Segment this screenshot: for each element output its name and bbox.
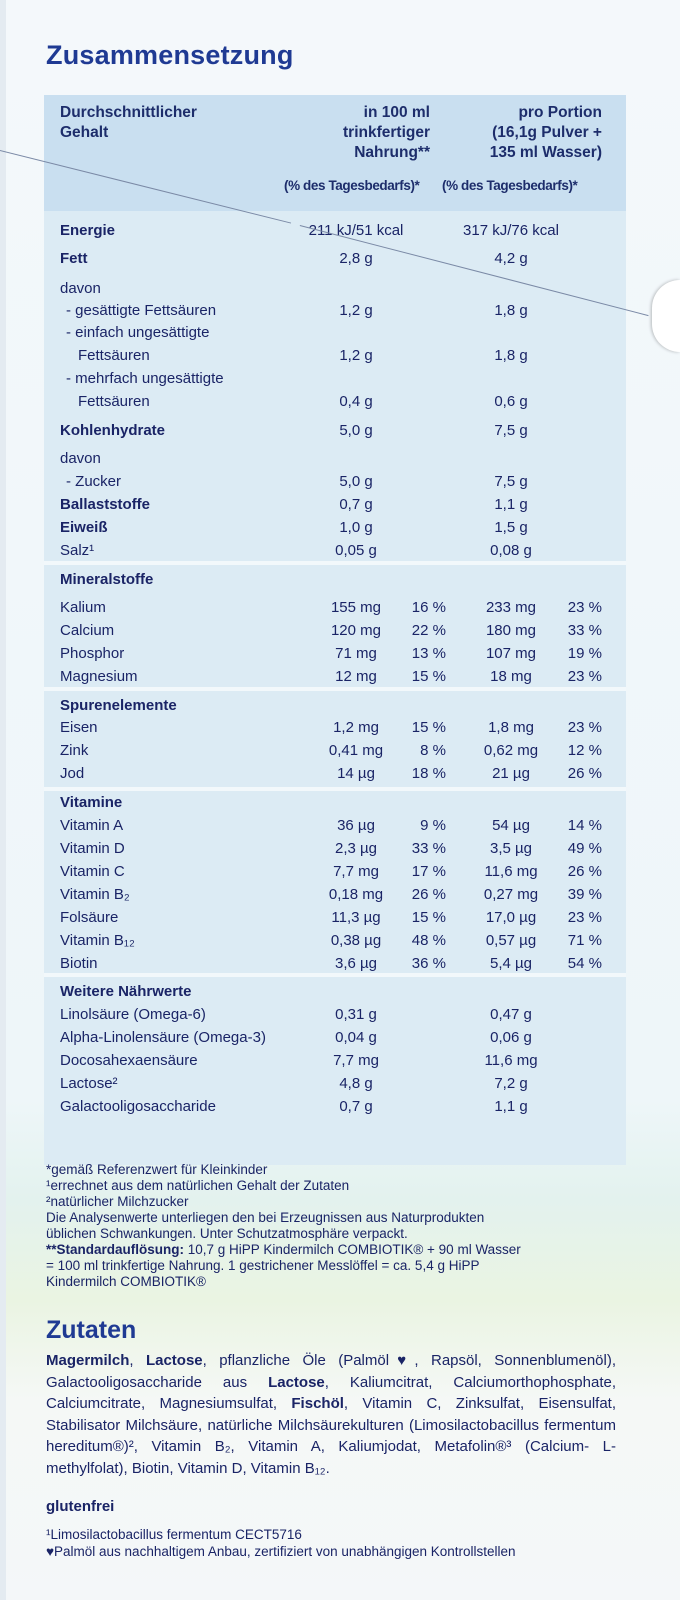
value-per-100ml: 0,4 g bbox=[339, 393, 373, 410]
footnotes bbox=[46, 1162, 606, 1290]
row-label: Biotin bbox=[60, 955, 98, 972]
row-label: Folsäure bbox=[60, 909, 119, 926]
value-per-100ml: 0,41 mg bbox=[328, 742, 384, 759]
percent-per-portion: 12 % bbox=[567, 742, 602, 759]
value-per-portion: 1,1 g bbox=[494, 1098, 528, 1115]
value-per-portion: 3,5 µg bbox=[489, 840, 532, 857]
percent-per-100ml: 15 % bbox=[411, 719, 446, 736]
value-per-100ml: 71 mg bbox=[335, 645, 377, 662]
percent-per-portion: 39 % bbox=[567, 886, 602, 903]
standard-solution-text: 10,7 g HiPP Kindermilch COMBIOTIK® + 90 ml Wasser bbox=[184, 1242, 521, 1257]
row-label: Spurenelemente bbox=[60, 697, 177, 714]
value-per-portion: 0,57 µg bbox=[485, 932, 537, 949]
value-per-100ml: 0,04 g bbox=[335, 1029, 377, 1046]
percent-per-100ml: 22 % bbox=[411, 622, 446, 639]
value-per-100ml: 0,05 g bbox=[335, 542, 377, 559]
row-label: Fett bbox=[60, 250, 88, 267]
value-per-portion: 0,47 g bbox=[490, 1006, 532, 1023]
row-label: davon bbox=[60, 280, 101, 297]
ingredients-footnote: ♥Palmöl aus nachhaltigem Anbau, zertifiziert von unabhängigen Kontrollstellen bbox=[46, 1544, 516, 1559]
ingredient-text: , bbox=[129, 1352, 146, 1369]
header-col-per-portion bbox=[490, 103, 602, 163]
ingredients-footnote: ¹Limosilactobacillus fermentum CECT5716 bbox=[46, 1527, 302, 1542]
value-per-portion: 1,8 g bbox=[494, 302, 528, 319]
row-label: Lactose² bbox=[60, 1075, 118, 1092]
value-per-portion: 1,8 mg bbox=[488, 719, 534, 736]
percent-per-100ml: 15 % bbox=[411, 668, 446, 685]
footnote-line: *gemäß Referenzwert für Kleinkinder bbox=[46, 1162, 268, 1177]
ingredient-text: , pflanzliche Öle (Palmöl♥, Rapsöl, Sonnenblumenöl), Galactooligosaccharide aus bbox=[46, 1352, 616, 1391]
percent-per-100ml: 26 % bbox=[411, 886, 446, 903]
percent-per-100ml: 9 % bbox=[420, 817, 446, 834]
percent-per-100ml: 16 % bbox=[411, 599, 446, 616]
row-label: Kalium bbox=[60, 599, 106, 616]
header-col-per-portion-line: (16,1g Pulver + bbox=[492, 124, 602, 141]
value-per-100ml: 3,6 µg bbox=[334, 955, 377, 972]
row-label: Ballaststoffe bbox=[60, 496, 151, 513]
value-per-100ml: 14 µg bbox=[337, 765, 375, 782]
row-label: - gesättigte Fettsäuren bbox=[66, 302, 217, 319]
row-label: Phosphor bbox=[60, 645, 125, 662]
percent-per-portion: 71 % bbox=[567, 932, 602, 949]
value-per-portion: 180 mg bbox=[485, 622, 537, 639]
value-per-100ml: 7,7 mg bbox=[333, 1052, 379, 1069]
value-per-portion: 7,5 g bbox=[494, 422, 528, 439]
row-label: Fettsäuren bbox=[78, 393, 150, 410]
header-col-per100ml-line: in 100 ml bbox=[363, 104, 430, 121]
section-divider bbox=[44, 973, 626, 977]
value-per-100ml: 0,38 µg bbox=[330, 932, 382, 949]
ingredients-footnotes bbox=[46, 1526, 516, 1560]
ingredient-highlight: Lactose bbox=[145, 1352, 203, 1369]
row-label: Galactooligosaccharide bbox=[60, 1098, 216, 1115]
row-label: Eiweiß bbox=[60, 519, 108, 536]
row-label: Linolsäure (Omega-6) bbox=[60, 1006, 206, 1023]
row-label: Weitere Nährwerte bbox=[60, 983, 192, 1000]
value-per-100ml: 0,18 mg bbox=[328, 886, 384, 903]
value-per-100ml: 1,2 mg bbox=[333, 719, 379, 736]
ingredient-text: , Kaliumcitrat, Calciumorthophosphate, Calciumcitrate, Magnesiumsulfat, bbox=[46, 1373, 616, 1412]
percent-per-100ml: 48 % bbox=[411, 932, 446, 949]
percent-per-portion: 23 % bbox=[567, 719, 602, 736]
footnote-line: Die Analysenwerte unterliegen den bei Erzeugnissen aus Naturprodukten bbox=[46, 1210, 485, 1225]
percent-per-portion: 23 % bbox=[567, 599, 602, 616]
section-divider bbox=[44, 687, 626, 691]
ingredient-highlight: Magermilch bbox=[46, 1352, 130, 1369]
value-per-portion: 317 kJ/76 kcal bbox=[463, 222, 559, 239]
value-per-100ml: 1,2 g bbox=[339, 302, 373, 319]
value-per-portion: 7,2 g bbox=[494, 1075, 528, 1092]
value-per-portion: 0,06 g bbox=[490, 1029, 532, 1046]
row-label: Energie bbox=[60, 222, 116, 239]
ingredient-highlight: Lactose bbox=[268, 1373, 325, 1391]
ingredients-title: Zutaten bbox=[46, 1316, 137, 1344]
package-tab bbox=[652, 280, 680, 352]
header-col-per100ml-line: trinkfertiger bbox=[343, 124, 430, 141]
header-col-per100ml bbox=[343, 103, 430, 163]
percent-per-100ml: 17 % bbox=[411, 863, 446, 880]
value-per-100ml: 0,7 g bbox=[339, 496, 373, 513]
row-label: - Zucker bbox=[66, 473, 122, 490]
ingredients-text bbox=[46, 1350, 616, 1479]
ingredient-highlight: Fischöl bbox=[291, 1395, 344, 1412]
row-label: Jod bbox=[60, 765, 85, 782]
header-pct-1: (% des Tagesbedarfs)* bbox=[284, 178, 420, 193]
percent-per-portion: 14 % bbox=[567, 817, 602, 834]
row-label: Mineralstoffe bbox=[60, 571, 154, 588]
percent-per-100ml: 33 % bbox=[411, 840, 446, 857]
row-label: - einfach ungesättigte bbox=[66, 324, 210, 341]
row-label: - mehrfach ungesättigte bbox=[66, 370, 224, 387]
value-per-portion: 1,1 g bbox=[494, 496, 528, 513]
value-per-portion: 21 µg bbox=[492, 765, 530, 782]
row-label: Kohlenhydrate bbox=[60, 422, 166, 439]
percent-per-100ml: 13 % bbox=[411, 645, 446, 662]
value-per-portion: 54 µg bbox=[492, 817, 530, 834]
value-per-100ml: 1,0 g bbox=[339, 519, 373, 536]
header-col-per-portion-line: 135 ml Wasser) bbox=[489, 144, 602, 161]
value-per-portion: 4,2 g bbox=[494, 250, 528, 267]
value-per-100ml: 155 mg bbox=[330, 599, 382, 616]
header-col-per-portion-line: pro Portion bbox=[518, 104, 602, 121]
value-per-100ml: 11,3 µg bbox=[331, 909, 381, 926]
value-per-portion: 11,6 mg bbox=[484, 1052, 538, 1069]
percent-per-portion: 23 % bbox=[567, 909, 602, 926]
row-label: Vitamin B₂ bbox=[60, 886, 130, 903]
row-label: Vitamin C bbox=[60, 863, 125, 880]
percent-per-portion: 49 % bbox=[567, 840, 602, 857]
row-label: Docosahexaensäure bbox=[60, 1052, 198, 1069]
gluten-free-label: glutenfrei bbox=[46, 1498, 115, 1515]
row-label: Salz¹ bbox=[60, 542, 95, 559]
section-divider bbox=[44, 787, 626, 791]
percent-per-portion: 19 % bbox=[567, 645, 602, 662]
value-per-portion: 233 mg bbox=[485, 599, 537, 616]
header-col-label-line: Gehalt bbox=[60, 124, 109, 141]
percent-per-portion: 33 % bbox=[567, 622, 602, 639]
value-per-portion: 18 mg bbox=[490, 668, 532, 685]
value-per-100ml: 12 mg bbox=[335, 668, 377, 685]
percent-per-100ml: 36 % bbox=[411, 955, 446, 972]
value-per-100ml: 1,2 g bbox=[339, 347, 373, 364]
row-label: davon bbox=[60, 450, 101, 467]
percent-per-portion: 23 % bbox=[567, 668, 602, 685]
value-per-100ml: 2,8 g bbox=[339, 250, 373, 267]
value-per-portion: 1,8 g bbox=[494, 347, 528, 364]
row-label: Alpha-Linolensäure (Omega-3) bbox=[60, 1029, 266, 1046]
percent-per-portion: 26 % bbox=[567, 765, 602, 782]
value-per-100ml: 2,3 µg bbox=[334, 840, 377, 857]
row-label: Fettsäuren bbox=[78, 347, 150, 364]
footnote-line: ¹errechnet aus dem natürlichen Gehalt der Zutaten bbox=[46, 1178, 350, 1193]
ingredient-text: , Vitamin C, Zinksulfat, Eisensulfat, Stabilisator Milchsäure, natürliche Milchsäurekulturen (Limosilactobacillus fermentum hereditum®)², Vitamin B₂, Vitamin A, Kaliumjodat, Metafolin®³ (Calcium- L-methylfolat), Biotin, Vitamin D, Vitamin B₁₂. bbox=[46, 1395, 616, 1477]
footnote-line bbox=[46, 1242, 606, 1258]
value-per-100ml: 0,31 g bbox=[335, 1006, 377, 1023]
value-per-portion: 1,5 g bbox=[494, 519, 528, 536]
header-col-per100ml-line: Nahrung** bbox=[354, 144, 430, 161]
value-per-portion: 0,27 mg bbox=[483, 886, 539, 903]
nutrition-table bbox=[44, 95, 626, 1165]
standard-solution-label: **Standardauflösung: bbox=[46, 1242, 185, 1257]
section-divider bbox=[44, 561, 626, 565]
row-label: Vitamine bbox=[60, 794, 123, 811]
row-label: Zink bbox=[60, 742, 89, 759]
header-col-label-line: Durchschnittlicher bbox=[60, 104, 197, 121]
percent-per-100ml: 8 % bbox=[420, 742, 446, 759]
header-pct-2: (% des Tagesbedarfs)* bbox=[442, 178, 578, 193]
footnote-line: ²natürlicher Milchzucker bbox=[46, 1194, 189, 1209]
value-per-100ml: 5,0 g bbox=[339, 473, 373, 490]
footnote-line: üblichen Schwankungen. Unter Schutzatmosphäre verpackt. bbox=[46, 1226, 408, 1241]
row-label: Vitamin A bbox=[60, 817, 124, 834]
percent-per-portion: 54 % bbox=[567, 955, 602, 972]
value-per-100ml: 211 kJ/51 kcal bbox=[308, 222, 404, 239]
row-label: Eisen bbox=[60, 719, 98, 736]
value-per-portion: 107 mg bbox=[485, 645, 537, 662]
row-label: Vitamin D bbox=[60, 840, 125, 857]
percent-per-100ml: 15 % bbox=[411, 909, 446, 926]
value-per-portion: 0,08 g bbox=[490, 542, 532, 559]
page-title: Zusammensetzung bbox=[46, 40, 294, 70]
value-per-portion: 0,6 g bbox=[494, 393, 528, 410]
value-per-100ml: 36 µg bbox=[337, 817, 375, 834]
value-per-portion: 0,62 mg bbox=[483, 742, 539, 759]
value-per-100ml: 7,7 mg bbox=[333, 863, 379, 880]
row-label: Magnesium bbox=[60, 668, 138, 685]
left-edge-shadow bbox=[0, 0, 6, 1600]
value-per-100ml: 0,7 g bbox=[339, 1098, 373, 1115]
percent-per-100ml: 18 % bbox=[411, 765, 446, 782]
value-per-portion: 17,0 µg bbox=[485, 909, 537, 926]
footnote-line: Kindermilch COMBIOTIK® bbox=[46, 1274, 206, 1289]
header-col-label bbox=[60, 103, 197, 143]
percent-per-portion: 26 % bbox=[567, 863, 602, 880]
value-per-100ml: 120 mg bbox=[330, 622, 382, 639]
row-label: Vitamin B₁₂ bbox=[60, 932, 135, 949]
table-header bbox=[44, 95, 626, 211]
footnote-line: = 100 ml trinkfertige Nahrung. 1 gestrichener Messlöffel = ca. 5,4 g HiPP bbox=[46, 1258, 480, 1273]
value-per-portion: 5,4 µg bbox=[489, 955, 532, 972]
value-per-portion: 7,5 g bbox=[494, 473, 528, 490]
row-label: Calcium bbox=[60, 622, 115, 639]
value-per-portion: 11,6 mg bbox=[484, 863, 538, 880]
value-per-100ml: 5,0 g bbox=[339, 422, 373, 439]
value-per-100ml: 4,8 g bbox=[339, 1075, 373, 1092]
